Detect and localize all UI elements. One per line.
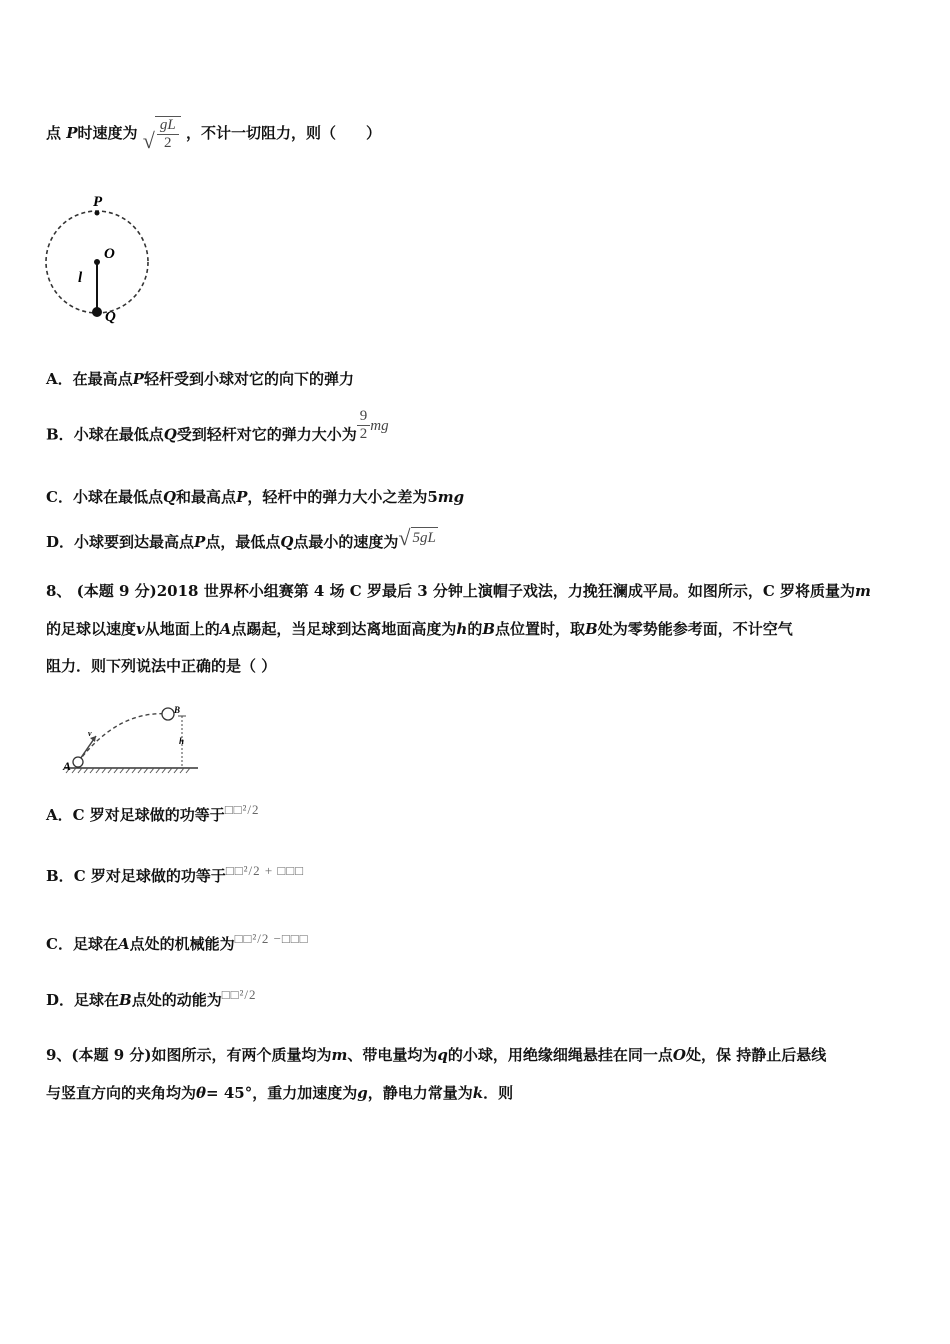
var-p: P — [194, 533, 206, 551]
fig-label-a: A — [63, 759, 72, 773]
intro-line — [46, 116, 381, 152]
q8-line-3 — [46, 656, 276, 676]
q8-option-a — [46, 802, 260, 826]
unit-mg: mg — [437, 488, 465, 506]
football-trajectory-figure — [58, 700, 204, 776]
sqrt-gl-over-2: √ $\frac{gL}{2}$ — [143, 116, 181, 152]
text: C 罗对足球做的功等于 — [73, 867, 226, 885]
sqrt-denominator: 2 — [164, 135, 172, 151]
var-theta: θ — [196, 1084, 207, 1102]
q7-option-c — [46, 487, 464, 507]
q8-line-2 — [46, 619, 793, 639]
var-o: O — [672, 1046, 686, 1064]
var-a: A — [219, 620, 232, 638]
var-b: B — [119, 991, 132, 1009]
ball-at-a — [73, 757, 83, 767]
text: 处，保 持静止后悬线 — [686, 1046, 827, 1064]
numerator: 9 — [357, 408, 371, 426]
q8-line-1 — [46, 581, 871, 601]
circle-rod-figure — [38, 186, 160, 326]
text: ．则 — [483, 1084, 514, 1102]
text: 小球在最低点 — [73, 425, 164, 444]
var-q: Q — [162, 488, 177, 506]
text: 的 — [467, 620, 483, 638]
text: 的足球以速度 — [46, 620, 137, 638]
text: 与竖直方向的夹角均为 — [46, 1084, 197, 1102]
label-p: P — [93, 194, 103, 210]
text: 点处的机械能为 — [129, 935, 235, 953]
unit-mg: mg — [370, 417, 389, 434]
sqrt-body: 5gL — [411, 527, 438, 549]
text: 的小球，用绝缘细绳悬挂在同一点 — [447, 1046, 673, 1064]
text: 受到轻杆对它的弹力大小为 — [176, 425, 357, 444]
text: 小球在最低点 — [72, 488, 163, 506]
label-l: l — [78, 270, 83, 286]
text: 足球在 — [72, 935, 118, 953]
q8-option-c — [46, 931, 309, 955]
intro-point-p: P — [66, 124, 78, 142]
q7-option-a — [46, 369, 354, 389]
intro-speed-text: 时速度为 — [77, 124, 138, 142]
text: 点最小的速度为 — [293, 533, 399, 551]
q9-line-2 — [46, 1083, 513, 1103]
intro-prefix: 点 — [46, 124, 62, 142]
option-letter: C． — [46, 935, 73, 953]
denominator: 2 — [359, 426, 368, 442]
text: 和最高点 — [176, 488, 237, 506]
text: 点处的动能为 — [131, 991, 222, 1009]
value: 5 — [427, 488, 438, 506]
var-m: m — [855, 582, 871, 600]
text: C 罗对足球做的功等于 — [72, 806, 225, 824]
option-letter: B． — [46, 425, 74, 444]
text: 点，最低点 — [205, 533, 281, 551]
q7-option-b — [46, 408, 389, 453]
text: 8、 (本题 9 分)2018 世界杯小组赛第 4 场 C 罗最后 3 分钟上演帽子戏法，力挽狂澜成平局。如图所示，C 罗将质量为 — [46, 582, 856, 600]
q7-option-d — [46, 525, 438, 554]
formula-image: □□²/2 — [221, 987, 257, 1002]
var-k: k — [472, 1084, 484, 1102]
text: = 45°，重力加速度为 — [206, 1084, 358, 1102]
label-o: O — [104, 246, 115, 262]
var-q: q — [437, 1046, 448, 1064]
var-q: Q — [280, 533, 294, 551]
option-letter: B． — [46, 867, 74, 885]
formula-image: □□²/2 −□□□ — [234, 931, 309, 946]
q8-option-b — [46, 863, 304, 887]
sqrt-5gl: √ 5gL — [398, 525, 436, 550]
text: 点位置时，取 — [495, 620, 586, 638]
option-letter: C． — [46, 488, 73, 506]
var-g: g — [357, 1084, 368, 1102]
point-p-dot — [95, 211, 100, 216]
option-letter: A． — [46, 370, 73, 388]
option-letter: D． — [46, 533, 75, 551]
sqrt-numerator: gL — [157, 117, 179, 135]
label-q: Q — [105, 309, 116, 325]
fig-label-h: h — [179, 736, 185, 746]
text: 轻杆受到小球对它的向下的弹力 — [143, 370, 354, 388]
q8-option-d — [46, 987, 257, 1011]
q9-line-1 — [46, 1045, 826, 1065]
var-h: h — [456, 620, 468, 638]
formula-image: □□²/2 + □□□ — [225, 863, 304, 878]
ball-at-b — [162, 708, 174, 720]
option-letter: A． — [46, 806, 73, 824]
formula-image: □□²/2 — [224, 802, 260, 817]
var-b: B — [585, 620, 598, 638]
text: ，静电力常量为 — [367, 1084, 473, 1102]
option-letter: D． — [46, 991, 75, 1009]
text: 足球在 — [74, 991, 120, 1009]
var-a: A — [117, 935, 130, 953]
text: 小球要到达最高点 — [74, 533, 195, 551]
text: ，轻杆中的弹力大小之差为 — [247, 488, 428, 506]
intro-suffix: ，不计一切阻力，则（ ） — [185, 124, 381, 142]
fig-label-v: v — [88, 729, 92, 738]
ball-q — [92, 307, 102, 317]
text: 、带电量均为 — [347, 1046, 438, 1064]
text: 9、(本题 9 分)如图所示，有两个质量均为 — [46, 1046, 332, 1064]
var-p: P — [236, 488, 248, 506]
var-q: Q — [163, 425, 177, 444]
text: 在最高点 — [72, 370, 133, 388]
var-b: B — [482, 620, 496, 638]
text: 处为零势能参考面，不计空气 — [597, 620, 793, 638]
var-m: m — [331, 1046, 348, 1064]
fig-label-b: B — [174, 705, 181, 715]
fraction-9-2 — [357, 408, 371, 443]
text: 点踢起，当足球到达离地面高度为 — [231, 620, 457, 638]
text: 阻力．则下列说法中正确的是（ ） — [46, 657, 277, 675]
var-v: v — [136, 620, 145, 638]
text: 从地面上的 — [144, 620, 220, 638]
var-p: P — [132, 370, 144, 388]
